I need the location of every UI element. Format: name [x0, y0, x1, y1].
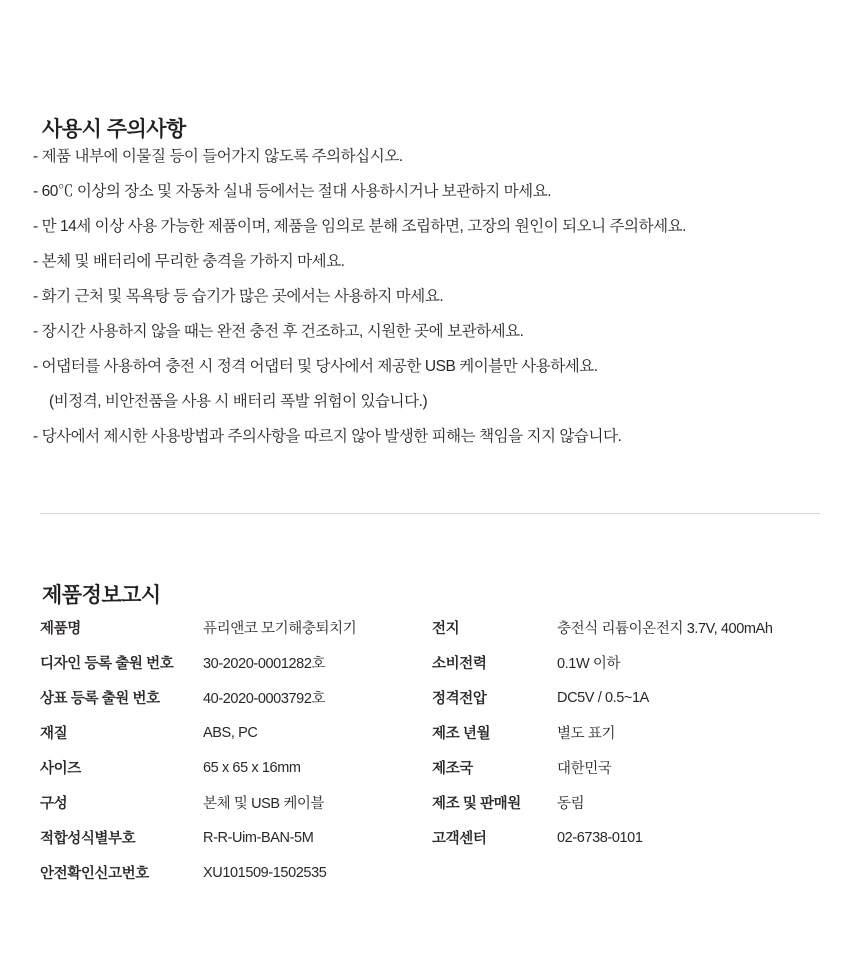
table-row — [40, 610, 824, 645]
spec-value: 퓨리앤코 모기해충퇴치기 — [203, 621, 357, 637]
spec-value: 대한민국 — [557, 761, 612, 777]
caution-item: - 제품 내부에 이물질 등이 들어가지 않도록 주의하십시오. — [33, 148, 403, 165]
spec-label: 사이즈 — [40, 761, 81, 777]
table-row — [40, 715, 824, 750]
spec-value: 30-2020-0001282호 — [203, 656, 326, 672]
spec-label: 제조 년월 — [432, 726, 491, 742]
caution-item: - 만 14세 이상 사용 가능한 제품이며, 제품을 임의로 분해 조립하면, 고장의 원인이 되오니 주의하세요. — [33, 218, 687, 235]
spec-value: 본체 및 USB 케이블 — [203, 796, 325, 812]
spec-label: 상표 등록 출원 번호 — [40, 691, 160, 707]
section-divider — [40, 513, 820, 514]
spec-value: DC5V / 0.5~1A — [557, 689, 649, 706]
spec-label: 제조 및 판매원 — [432, 796, 521, 812]
spec-label: 소비전력 — [432, 656, 487, 672]
caution-item: - 당사에서 제시한 사용방법과 주의사항을 따르지 않아 발생한 피해는 책임을 지지 않습니다. — [33, 428, 622, 445]
cautions-heading: 사용시 주의사항 — [42, 118, 186, 142]
caution-item: - 본체 및 배터리에 무리한 충격을 가하지 마세요. — [33, 253, 345, 270]
spec-label: 제품명 — [40, 621, 81, 637]
spec-label: 안전확인신고번호 — [40, 866, 149, 882]
spec-value: R-R-Uim-BAN-5M — [203, 829, 314, 846]
product-info-heading: 제품정보고시 — [42, 584, 161, 608]
table-row — [40, 855, 824, 890]
spec-label: 적합성식별부호 — [40, 831, 136, 847]
table-row — [40, 820, 824, 855]
spec-value: 65 x 65 x 16mm — [203, 759, 301, 776]
spec-label: 제조국 — [432, 761, 473, 777]
spec-value: 0.1W 이하 — [557, 656, 621, 672]
spec-value — [557, 855, 824, 890]
product-info-table-body — [40, 610, 824, 890]
spec-label: 정격전압 — [432, 691, 487, 707]
spec-label: 고객센터 — [432, 831, 487, 847]
spec-label — [432, 855, 557, 890]
caution-item: - 장시간 사용하지 않을 때는 완전 충전 후 건조하고, 시원한 곳에 보관하세요. — [33, 323, 524, 340]
caution-item: - 60℃ 이상의 장소 및 자동차 실내 등에서는 절대 사용하시거나 보관하지 마세요. — [33, 183, 552, 200]
product-info-table — [40, 610, 824, 890]
spec-label: 전지 — [432, 621, 460, 637]
spec-label: 디자인 등록 출원 번호 — [40, 656, 174, 672]
table-row — [40, 785, 824, 820]
spec-label: 재질 — [40, 726, 68, 742]
spec-value: 동림 — [557, 796, 585, 812]
table-row — [40, 645, 824, 680]
spec-value: 02-6738-0101 — [557, 829, 643, 846]
table-row — [40, 680, 824, 715]
spec-value: 별도 표기 — [557, 726, 616, 742]
cautions-list — [33, 139, 823, 454]
caution-item: (비정격, 비안전품을 사용 시 배터리 폭발 위험이 있습니다.) — [49, 393, 428, 410]
table-row — [40, 750, 824, 785]
spec-value: XU101509-1502535 — [203, 864, 327, 881]
spec-value: 충전식 리튬이온전지 3.7V, 400mAh — [557, 621, 773, 637]
spec-label: 구성 — [40, 796, 68, 812]
spec-value: 40-2020-0003792호 — [203, 691, 326, 707]
caution-item: - 화기 근처 및 목욕탕 등 습기가 많은 곳에서는 사용하지 마세요. — [33, 288, 444, 305]
caution-item: - 어댑터를 사용하여 충전 시 정격 어댑터 및 당사에서 제공한 USB 케이블만 사용하세요. — [33, 358, 598, 375]
spec-value: ABS, PC — [203, 724, 258, 741]
